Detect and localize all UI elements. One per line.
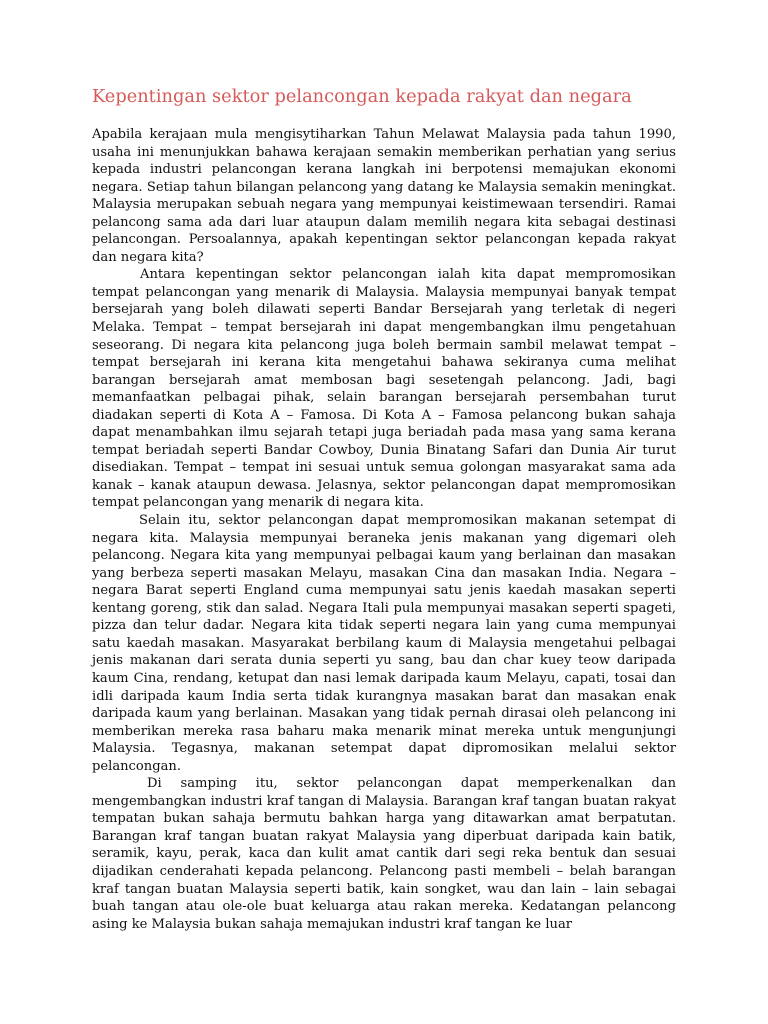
document-body: [92, 126, 676, 933]
paragraph-local-food: Selain itu, sektor pelancongan dapat mempromosikan makanan setempat di negara kita. Malaysia mempunyai beraneka jenis makanan yang digemari oleh pelancong. Negara kita yang mempunyai pelbagai kaum yang berlainan dan masakan yang berbeza seperti masakan Melayu, masakan Cina dan masakan India. Negara – negara Barat seperti England cuma mempunyai satu jenis kaedah masakan seperti kentang goreng, stik dan salad. Negara Itali pula mempunyai masakan seperti spageti, pizza dan telur dadar. Negara kita tidak seperti negara lain yang cuma mempunyai satu kaedah masakan. Masyarakat berbilang kaum di Malaysia mengetahui pelbagai jenis makanan dari serata dunia seperti yu sang, bau dan char kuey teow daripada kaum Cina, rendang, ketupat dan nasi lemak daripada kaum Melayu, capati, tosai dan idli daripada kaum India serta tidak kurangnya masakan barat dan masakan enak daripada kaum yang berlainan. Masakan yang tidak pernah dirasai oleh pelancong ini memberikan mereka rasa baharu maka menarik minat mereka untuk mengunjungi Malaysia. Tegasnya, makanan setempat dapat dipromosikan melalui sektor pelancongan.: [92, 513, 676, 774]
paragraph-handicraft: Di samping itu, sektor pelancongan dapat memperkenalkan dan mengembangkan industri kraf tangan di Malaysia. Barangan kraf tangan buatan rakyat tempatan bukan sahaja bermutu bahkan harga yang ditawarkan amat berpatutan. Barangan kraf tangan buatan rakyat Malaysia yang diperbuat daripada kain batik, seramik, kayu, perak, kaca dan kulit amat cantik dari segi reka bentuk dan sesuai dijadikan cenderahati kepada pelancong. Pelancong pasti membeli – belah barangan kraf tangan buatan Malaysia seperti batik, kain songket, wau dan lain – lain sebagai buah tangan atau ole-ole buat keluarga atau rakan mereka. Kedatangan pelancong asing ke Malaysia bukan sahaja memajukan industri kraf tangan ke luar: [92, 776, 676, 932]
paragraph-tourist-places: Antara kepentingan sektor pelancongan ialah kita dapat mempromosikan tempat pelancongan yang menarik di Malaysia. Malaysia mempunyai banyak tempat bersejarah yang boleh dilawati seperti Bandar Bersejarah yang terletak di negeri Melaka. Tempat – tempat bersejarah ini dapat mengembangkan ilmu pengetahuan seseorang. Di negara kita pelancong juga boleh bermain sambil melawat tempat – tempat bersejarah ini kerana kita mengetahui bahawa sekiranya cuma melihat barangan bersejarah amat membosan bagi sesetengah pelancong. Jadi, bagi memanfaatkan pelbagai pihak, selain barangan bersejarah persembahan turut diadakan seperti di Kota A – Famosa. Di Kota A – Famosa pelancong bukan sahaja dapat menambahkan ilmu sejarah tetapi juga beriadah pada masa yang sama kerana tempat beriadah seperti Bandar Cowboy, Dunia Binatang Safari dan Dunia Air turut disediakan. Tempat – tempat ini sesuai untuk semua golongan masyarakat sama ada kanak – kanak ataupun dewasa. Jelasnya, sektor pelancongan dapat mempromosikan tempat pelancongan yang menarik di negara kita.: [92, 267, 676, 511]
document-title: Kepentingan sektor pelancongan kepada rakyat dan negara: [92, 86, 632, 107]
paragraph-intro: Apabila kerajaan mula mengisytiharkan Tahun Melawat Malaysia pada tahun 1990, usaha ini menunjukkan bahawa kerajaan semakin memberikan perhatian yang serius kepada industri pelancongan kerana langkah ini berpotensi memajukan ekonomi negara. Setiap tahun bilangan pelancong yang datang ke Malaysia semakin meningkat. Malaysia merupakan sebuah negara yang mempunyai keistimewaan tersendiri. Ramai pelancong sama ada dari luar ataupun dalam memilih negara kita sebagai destinasi pelancongan. Persoalannya, apakah kepentingan sektor pelancongan kepada rakyat dan negara kita?: [92, 127, 676, 265]
